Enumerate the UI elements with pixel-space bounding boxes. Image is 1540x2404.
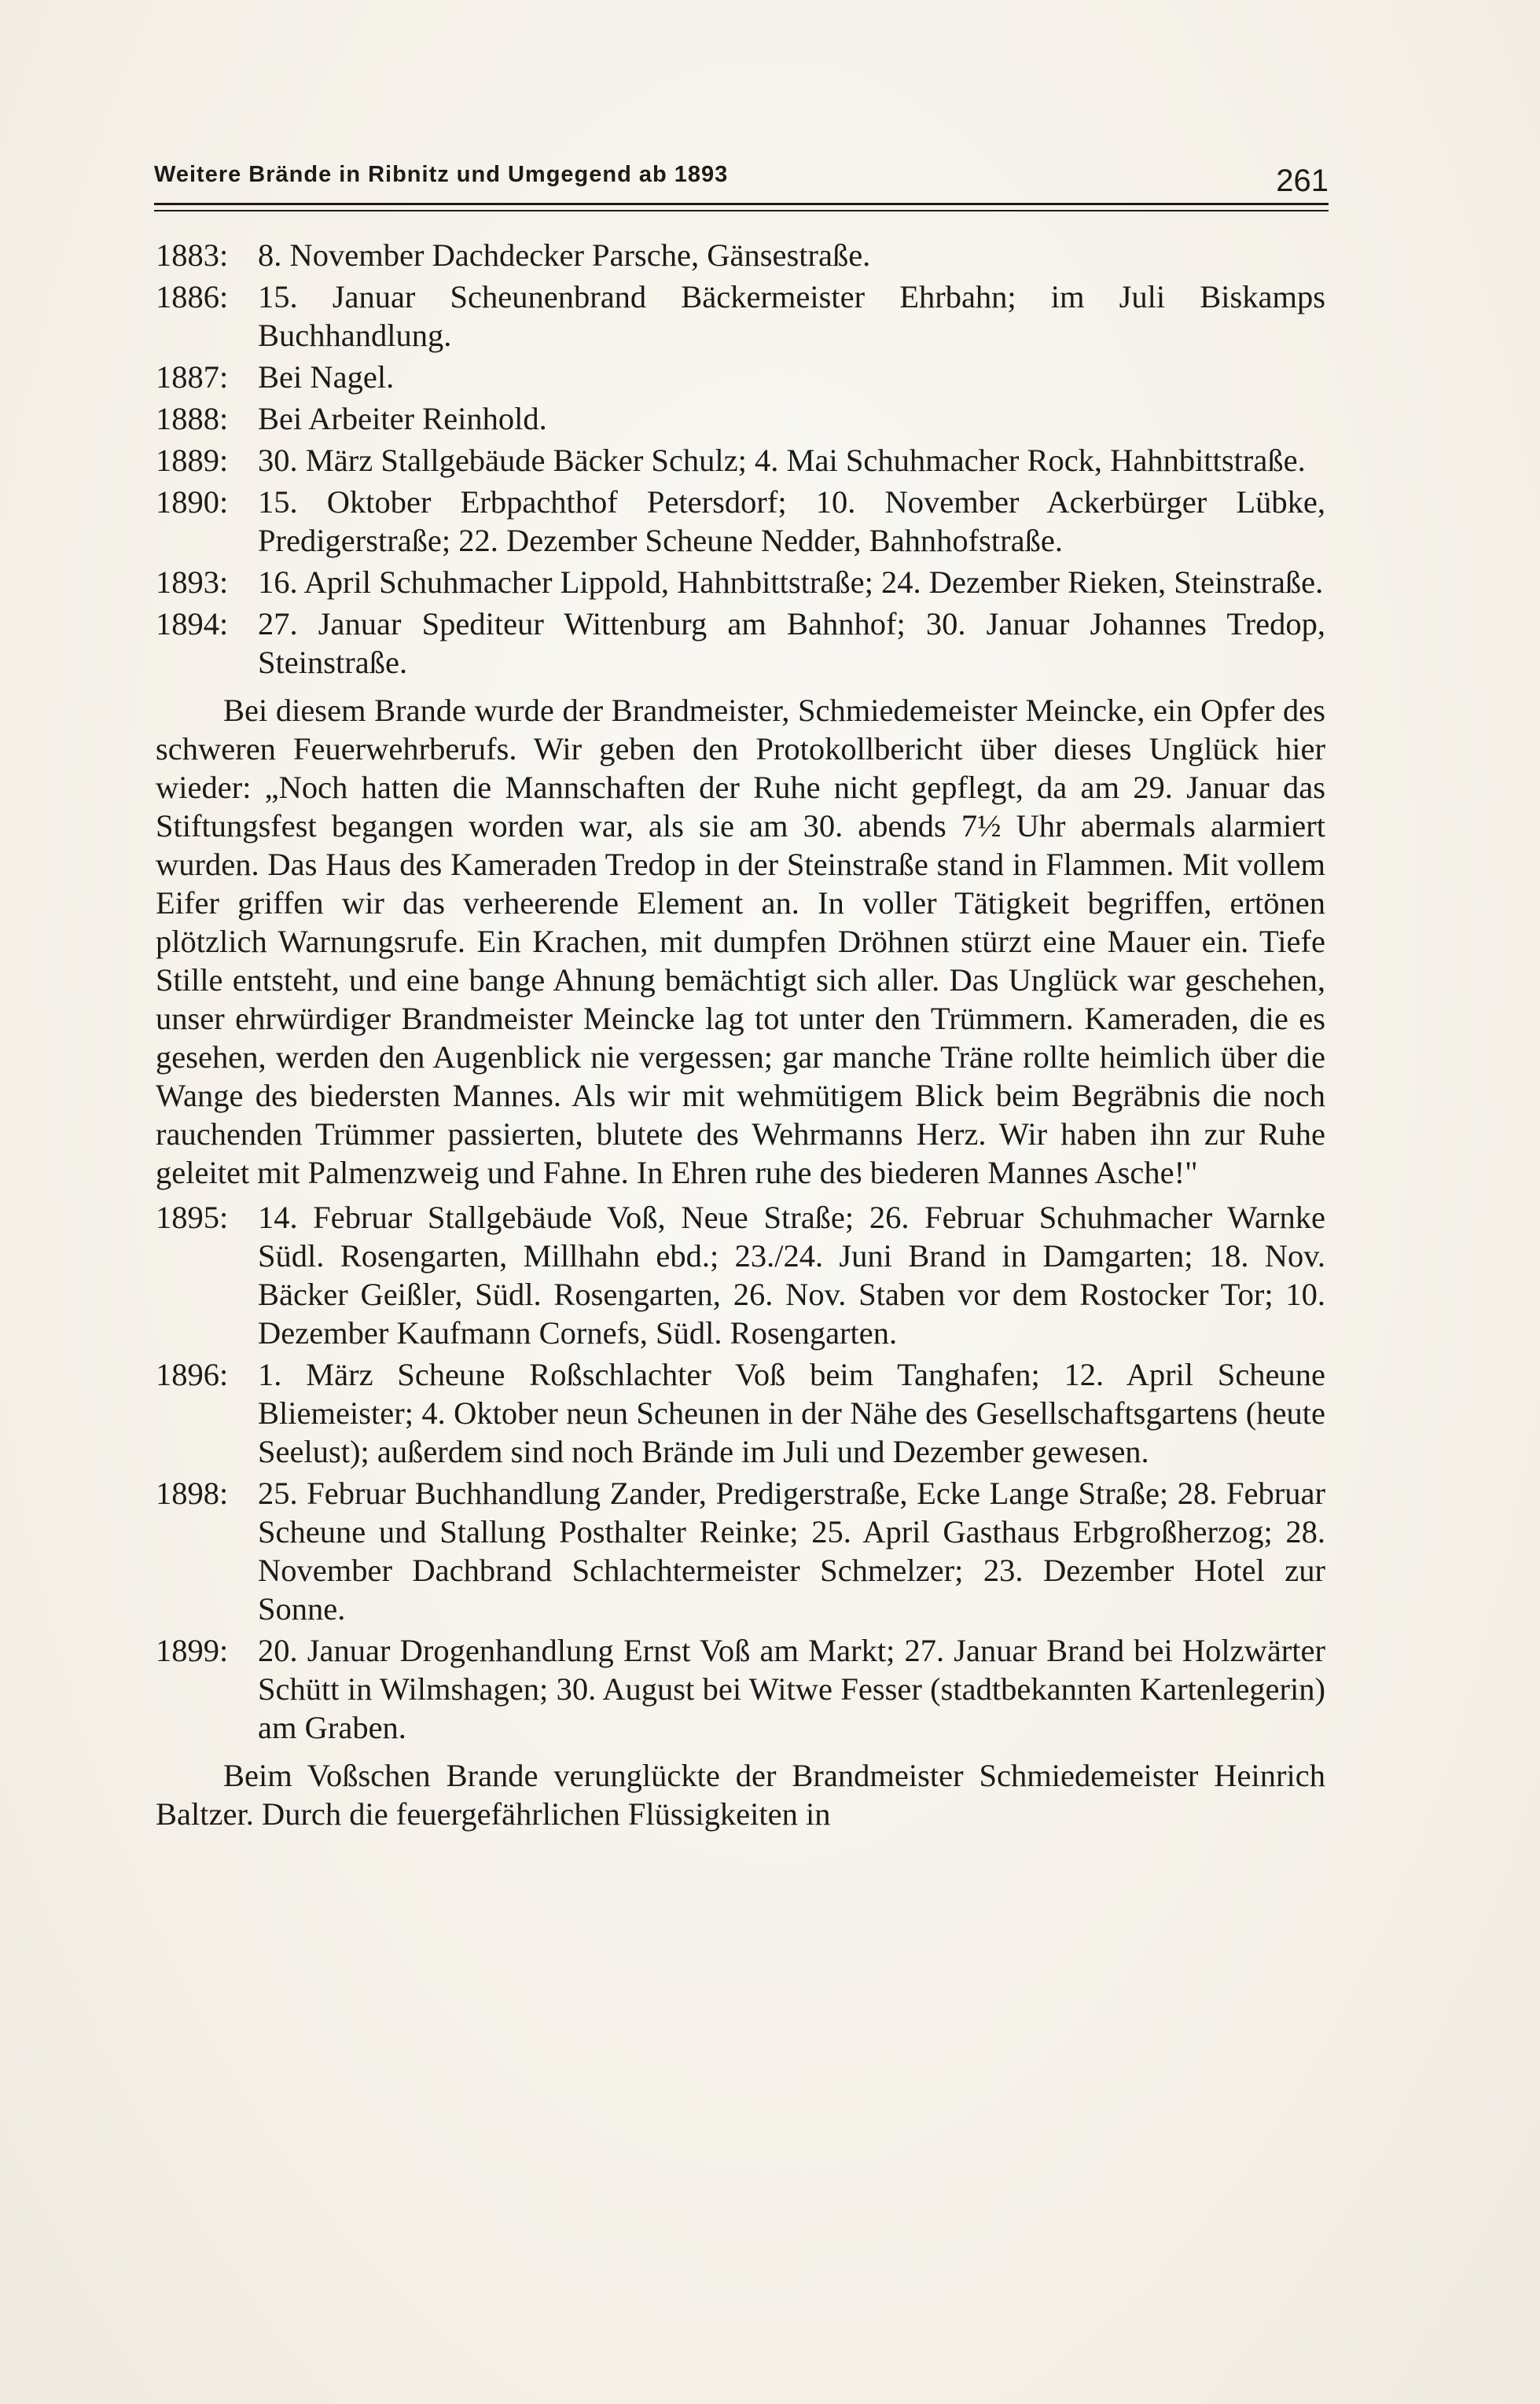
closing-paragraph: Beim Voßschen Brande verunglückte der Brandmeister Schmiedemeister Heinrich Baltzer. Durch die feuergefährlichen Flüssigkeiten in bbox=[156, 1758, 1325, 1832]
page-header bbox=[154, 156, 1329, 203]
chronicle-entry bbox=[156, 278, 1325, 355]
chronicle-entry bbox=[156, 563, 1325, 601]
entry-year: 1898: bbox=[156, 1476, 229, 1511]
report-paragraph: Bei diesem Brande wurde der Brandmeister, Schmiedemeister Meincke, ein Opfer des schweren Feuerwehrberufs. Wir geben den Protokollbericht über dieses Unglück hier wieder: „Noch hatten die Mannschaften der Ruhe nicht gepflegt, da am 29. Januar das Stiftungsfest begangen worden war, als sie am 30. abends 7½ Uhr abermals alarmiert wurden. Das Haus des Kameraden Tredop in der Steinstraße stand in Flammen. Mit vollem Eifer griffen wir das verheerende Element an. In voller Tätigkeit begriffen, ertönen plötzlich Warnungsrufe. Ein Krachen, mit dumpfen Dröhnen stürzt eine Mauer ein. Tiefe Stille entsteht, und eine bange Ahnung bemächtigt sich aller. Das Unglück war geschehen, unser ehrwürdiger Brandmeister Meincke lag tot unter den Trümmern. Kameraden, die es gesehen, werden den Augenblick nie vergessen; gar manche Träne rollte heimlich über die Wange des biedersten Mannes. Als wir mit wehmütigem Blick beim Begräbnis die noch rauchenden Trümmer passierten, blutete des Wehrmanns Herz. Wir haben ihn zur Ruhe geleitet mit Palmenzweig und Fahne. In Ehren ruhe des biederen Mannes Asche!" bbox=[156, 693, 1325, 1190]
chronicle-entry bbox=[156, 399, 1325, 438]
entry-year: 1893: bbox=[156, 564, 229, 600]
entry-year: 1886: bbox=[156, 279, 229, 314]
entry-text: 14. Februar Stallgebäude Voß, Neue Straße; 26. Februar Schuhmacher Warnke Südl. Rosengarten, Millhahn ebd.; 23./24. Juni Brand in Damgarten; 18. Nov. Bäcker Geißler, Südl. Rosengarten, 26. Nov. Staben vor dem Rostocker Tor; 10. Dezember Kaufmann Cornefs, Südl. Rosengarten. bbox=[258, 1200, 1325, 1351]
entry-text: 30. März Stallgebäude Bäcker Schulz; 4. Mai Schuhmacher Rock, Hahnbittstraße. bbox=[258, 443, 1306, 478]
entry-text: 8. November Dachdecker Parsche, Gänsestraße. bbox=[258, 237, 871, 273]
chronicle-entry bbox=[156, 1474, 1325, 1628]
entry-text: 27. Januar Spediteur Wittenburg am Bahnhof; 30. Januar Johannes Tredop, Steinstraße. bbox=[258, 606, 1325, 680]
entry-year: 1883: bbox=[156, 237, 229, 273]
entry-text: 16. April Schuhmacher Lippold, Hahnbittstraße; 24. Dezember Rieken, Steinstraße. bbox=[258, 564, 1324, 600]
running-title: Weitere Brände in Ribnitz und Umgegend ab 1893 bbox=[154, 162, 729, 187]
entry-text: 15. Oktober Erbpachthof Petersdorf; 10. November Ackerbürger Lübke, Predigerstraße; 22. Dezember Scheune Nedder, Bahnhofstraße. bbox=[258, 484, 1325, 558]
entry-text: 25. Februar Buchhandlung Zander, Predigerstraße, Ecke Lange Straße; 28. Februar Scheune und Stallung Posthalter Reinke; 25. April Gasthaus Erbgroßherzog; 28. November Dachbrand Schlachtermeister Schmelzer; 23. Dezember Hotel zur Sonne. bbox=[258, 1476, 1325, 1627]
entry-year: 1899: bbox=[156, 1633, 229, 1668]
entry-text: 20. Januar Drogenhandlung Ernst Voß am Markt; 27. Januar Brand bei Holzwärter Schütt in Wilmshagen; 30. August bei Witwe Fesser (stadtbekannten Kartenlegerin) am Graben. bbox=[258, 1633, 1325, 1745]
chronicle-entry bbox=[156, 358, 1325, 396]
chronicle-entry bbox=[156, 1198, 1325, 1352]
entry-year: 1887: bbox=[156, 359, 229, 395]
entry-year: 1896: bbox=[156, 1357, 229, 1392]
chronicle-entry bbox=[156, 441, 1325, 480]
entry-year: 1894: bbox=[156, 606, 229, 641]
entry-text: 15. Januar Scheunenbrand Bäckermeister Ehrbahn; im Juli Biskamps Buchhandlung. bbox=[258, 279, 1325, 353]
page-number: 261 bbox=[1276, 164, 1329, 198]
header-rule-thick bbox=[154, 203, 1329, 205]
chronicle-entry bbox=[156, 1631, 1325, 1747]
entry-text: Bei Nagel. bbox=[258, 359, 395, 395]
chronicle-entry bbox=[156, 236, 1325, 274]
entry-text: Bei Arbeiter Reinhold. bbox=[258, 401, 547, 436]
page-body bbox=[156, 236, 1325, 1840]
entry-year: 1895: bbox=[156, 1200, 229, 1235]
chronicle-entry bbox=[156, 1355, 1325, 1471]
entry-year: 1890: bbox=[156, 484, 229, 520]
entry-year: 1888: bbox=[156, 401, 229, 436]
chronicle-entry bbox=[156, 605, 1325, 682]
chronicle-entry bbox=[156, 483, 1325, 560]
entry-text: 1. März Scheune Roßschlachter Voß beim Tanghafen; 12. April Scheune Bliemeister; 4. Oktober neun Scheunen in der Nähe des Gesellschaftsgartens (heute Seelust); außerdem sind noch Brände im Juli und Dezember gewesen. bbox=[258, 1357, 1325, 1469]
entry-year: 1889: bbox=[156, 443, 229, 478]
header-rule-thin bbox=[154, 210, 1329, 211]
